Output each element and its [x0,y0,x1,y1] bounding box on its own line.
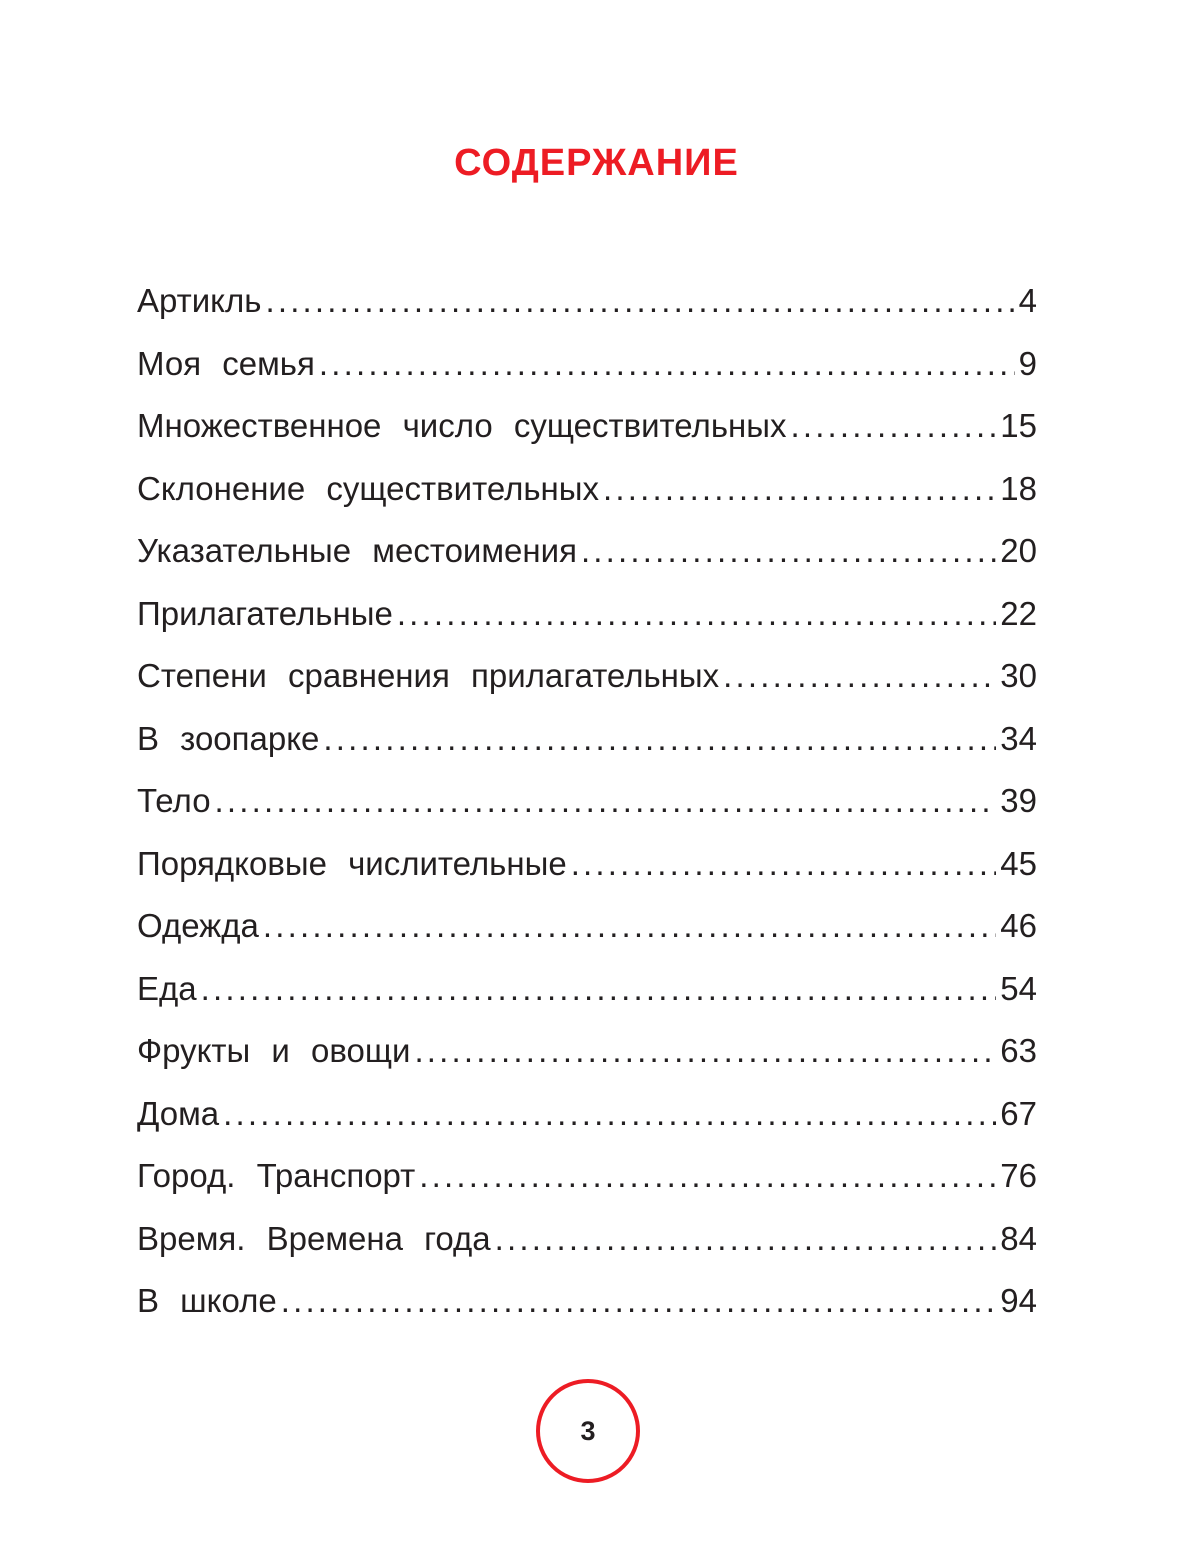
toc-entry[interactable] [137,1032,1037,1095]
toc-entry-title: В зоопарке [137,719,320,757]
toc-entry-title: Одежда [137,907,259,944]
toc-entry[interactable] [137,970,1037,1033]
toc-entry-page: 84 [1000,1219,1037,1257]
toc-entry[interactable] [137,1220,1037,1283]
toc-entry-page: 67 [1000,1094,1037,1132]
dot-leader [265,282,1014,320]
toc-entry-page: 45 [1000,844,1037,882]
toc-entry-page: 34 [1000,719,1037,757]
toc-entry[interactable] [137,282,1037,345]
page-number-badge [536,1379,640,1483]
toc-entry[interactable] [137,657,1037,720]
toc-entry[interactable] [137,782,1037,845]
toc-entry-page: 39 [1000,782,1037,819]
toc-entry-title: Еда [137,969,197,1007]
dot-leader [603,470,996,508]
toc-entry-title: Моя семья [137,344,315,382]
page-number: 3 [580,1415,596,1446]
toc-entry-title: Артикль [137,282,262,319]
toc-entry-page: 54 [1000,969,1037,1007]
toc-entry-page: 94 [1000,1282,1037,1319]
toc-entry-title: В школе [137,1282,277,1319]
toc-entry-title: Тело [137,782,211,819]
toc-entry[interactable] [137,1282,1037,1345]
toc-entry-title: Степени сравнения прилагательных [137,657,720,694]
toc-entry-title: Склонение существительных [137,469,599,507]
toc-entry-page: 18 [1000,469,1037,507]
dot-leader [414,1032,996,1070]
dot-leader [319,345,1015,383]
toc-entry[interactable] [137,907,1037,970]
dot-leader [723,657,996,695]
toc-entry-page: 22 [1000,594,1037,632]
dot-leader [790,407,996,445]
toc-entry[interactable] [137,595,1037,658]
toc-entry-title: Множественное число существительных [137,407,787,444]
toc-entry-title: Город. Транспорт [137,1157,416,1194]
toc-entry-page: 20 [1000,532,1037,569]
dot-leader [419,1157,996,1195]
toc-entry-page: 4 [1018,282,1037,319]
toc-entry-page: 46 [1000,907,1037,944]
toc-entry-page: 76 [1000,1157,1037,1194]
toc-entry-page: 15 [1000,407,1037,444]
toc-entry-title: Фрукты и овощи [137,1032,411,1069]
toc-entry-page: 30 [1000,657,1037,694]
toc-entry-title: Указательные местоимения [137,532,577,569]
toc-entry[interactable] [137,720,1037,783]
toc-entry[interactable] [137,532,1037,595]
toc-entry[interactable] [137,1157,1037,1220]
toc-entry[interactable] [137,470,1037,533]
toc-entry-title: Прилагательные [137,594,393,632]
toc-entry-title: Время. Времена года [137,1219,491,1257]
dot-leader [281,1282,997,1320]
dot-leader [495,1220,997,1258]
dot-leader [397,595,996,633]
dot-leader [571,845,997,883]
dot-leader [323,720,996,758]
table-of-contents [137,282,1037,1345]
dot-leader [581,532,996,570]
dot-leader [215,782,997,820]
toc-entry-title: Дома [137,1094,220,1132]
dot-leader [223,1095,996,1133]
toc-entry[interactable] [137,345,1037,408]
toc-entry[interactable] [137,845,1037,908]
toc-entry-title: Порядковые числительные [137,844,567,882]
toc-entry[interactable] [137,1095,1037,1158]
toc-entry[interactable] [137,407,1037,470]
page-title: СОДЕРЖАНИЕ [454,142,739,184]
dot-leader [263,907,996,945]
toc-entry-page: 63 [1000,1032,1037,1069]
toc-entry-page: 9 [1018,344,1037,382]
dot-leader [201,970,997,1008]
